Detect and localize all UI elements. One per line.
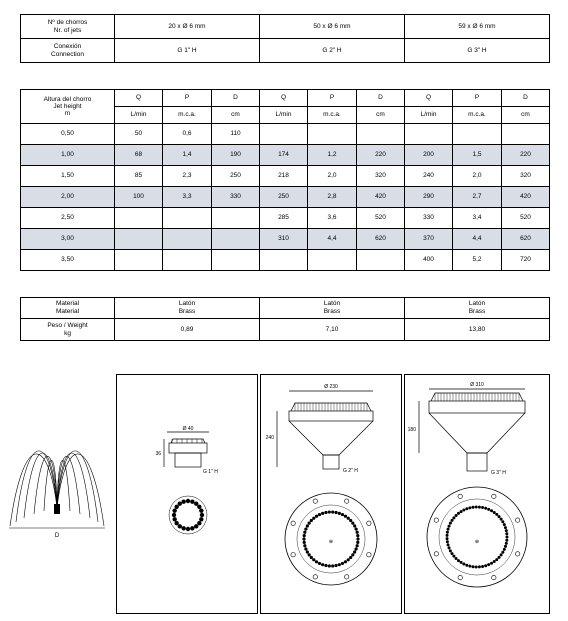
col-header: D (357, 90, 405, 107)
nozzle-hole (181, 526, 185, 530)
nozzle-hole (321, 563, 324, 566)
value-cell: 1,2 (308, 145, 357, 166)
weight-value: 0,89 (115, 319, 260, 341)
nozzle-hole (304, 527, 307, 530)
table-row (21, 124, 550, 145)
nozzle-hole (504, 545, 507, 548)
table-row (21, 208, 550, 229)
value-cell: 285 (260, 208, 308, 229)
value-cell: 0,6 (163, 124, 212, 145)
value-cell: 4,4 (308, 229, 357, 250)
nozzle-hole (353, 550, 356, 553)
table-row (21, 250, 550, 271)
small-height-label: 36 (155, 451, 161, 457)
jet-height-cell: 3,50 (21, 250, 115, 271)
nozzle-hole (447, 543, 450, 546)
connection-value: G 1" H (115, 39, 260, 63)
nozzle-hole (344, 560, 347, 563)
nozzle-hole (504, 526, 507, 529)
nozzle-hole (487, 508, 490, 511)
weight-value: 13,80 (405, 319, 550, 341)
nozzle-hole (315, 515, 318, 518)
nozzle-hole (490, 509, 493, 512)
value-cell (163, 229, 212, 250)
nozzle-hole (331, 564, 334, 567)
nozzle-hole (472, 565, 475, 568)
nozzle-hole (498, 515, 501, 518)
nozzle-hole (194, 524, 198, 528)
value-cell: 3,6 (308, 208, 357, 229)
nozzle-hole (457, 559, 460, 562)
unit-header: cm (357, 107, 405, 124)
nozzle-hole (318, 513, 321, 516)
nozzle-hole (503, 548, 506, 551)
nozzle-hole (344, 515, 347, 518)
nozzle-hole (460, 510, 463, 513)
value-cell: 310 (260, 229, 308, 250)
nozzle-hole (484, 564, 487, 567)
value-cell: 720 (502, 250, 550, 271)
bolt-hole (458, 575, 462, 579)
bolt-hole (367, 552, 371, 556)
value-cell: 174 (260, 145, 308, 166)
value-cell: 2,8 (308, 187, 357, 208)
nozzle-hole (448, 525, 451, 528)
nozzle-hole (303, 541, 306, 544)
value-cell: 110 (212, 124, 260, 145)
svg-text:⊕: ⊕ (474, 539, 480, 545)
large-nozzle-ring (446, 506, 509, 569)
nozzle-hole (451, 552, 454, 555)
nozzle-hole (308, 522, 311, 525)
nozzle-hole (172, 513, 176, 517)
value-cell: 420 (502, 187, 550, 208)
value-cell: 100 (115, 187, 163, 208)
jet-height-cell: 0,50 (21, 124, 115, 145)
nozzle-hole (468, 506, 471, 509)
value-cell: 200 (405, 145, 453, 166)
connection-value: G 2" H (260, 39, 405, 63)
nozzle-hole (462, 509, 465, 512)
nozzle-hole (178, 501, 182, 505)
value-cell (308, 124, 357, 145)
value-cell: 1,5 (453, 145, 502, 166)
svg-text:⊕: ⊕ (328, 539, 334, 545)
value-cell: 2,0 (308, 166, 357, 187)
large-height-label: 180 (407, 427, 416, 433)
table-row (21, 145, 550, 166)
nozzle-hole (338, 512, 341, 515)
bolt-hole (367, 521, 371, 525)
nozzle-hole (197, 521, 201, 525)
value-cell: 330 (405, 208, 453, 229)
col-header: P (308, 90, 357, 107)
value-cell (212, 229, 260, 250)
nozzle-hole (302, 537, 305, 540)
nozzle-hole (451, 519, 454, 522)
nozzle-hole (457, 512, 460, 515)
nozzle-hole (503, 523, 506, 526)
large-thread-label: G 3" H (491, 470, 506, 476)
unit-header: cm (502, 107, 550, 124)
col-header: P (453, 90, 502, 107)
bolt-hole (313, 575, 317, 579)
nozzle-hole (312, 517, 315, 520)
value-cell: 3,3 (163, 187, 212, 208)
nozzle-hole (505, 529, 508, 532)
nozzle-hole (174, 521, 178, 525)
nozzle-hole (460, 561, 463, 564)
medium-height-label: 240 (265, 435, 274, 441)
value-cell: 3,4 (453, 208, 502, 229)
nozzle-hole (505, 539, 508, 542)
value-cell: 520 (357, 208, 405, 229)
nozzle-hole (315, 560, 318, 563)
col-header: Q (405, 90, 453, 107)
value-cell (163, 250, 212, 271)
value-cell: 420 (357, 187, 405, 208)
nozzle-hole (347, 517, 350, 520)
small-diameter-label: Ø 40 (182, 426, 194, 432)
performance-table (20, 89, 550, 271)
bolt-hole (434, 518, 438, 522)
nozzle-hole (321, 512, 324, 515)
table-row (21, 187, 550, 208)
col-header: D (502, 90, 550, 107)
nozzle-hole (495, 558, 498, 561)
jet-height-cell: 2,50 (21, 208, 115, 229)
value-cell (453, 124, 502, 145)
nozzle-hole (308, 553, 311, 556)
bolt-hole (344, 499, 348, 503)
nozzle-hole (328, 564, 331, 567)
nozzle-hole (498, 556, 501, 559)
jet-height-cell: 3,00 (21, 229, 115, 250)
large-nozzle-drawing (405, 375, 549, 613)
jet-height-cell: 1,00 (21, 145, 115, 166)
jets-label: Nº de chorros Nr. of jets (21, 15, 115, 39)
value-cell (115, 229, 163, 250)
col-header: Q (115, 90, 163, 107)
value-cell (260, 250, 308, 271)
material-value: Latón Brass (115, 298, 260, 319)
nozzle-hole (200, 513, 204, 517)
value-cell: 220 (357, 145, 405, 166)
value-cell: 2,0 (453, 166, 502, 187)
nozzle-hole (455, 514, 458, 517)
nozzle-hole (172, 508, 176, 512)
nozzle-hole (481, 506, 484, 509)
value-cell (405, 124, 453, 145)
nozzle-hole (174, 505, 178, 509)
bolt-hole (291, 521, 295, 525)
nozzle-hole (303, 531, 306, 534)
nozzle-hole (199, 517, 203, 521)
bolt-hole (492, 575, 496, 579)
nozzle-hole (446, 540, 449, 543)
nozzle-hole (303, 534, 306, 537)
nozzle-hole (310, 519, 313, 522)
nozzle-hole (351, 553, 354, 556)
value-cell: 85 (115, 166, 163, 187)
bolt-hole (313, 499, 317, 503)
unit-header: m.c.a. (453, 107, 502, 124)
nozzle-hole (306, 524, 309, 527)
nozzle-hole (487, 563, 490, 566)
value-cell: 1,4 (163, 145, 212, 166)
col-header: P (163, 90, 212, 107)
bolt-hole (434, 552, 438, 556)
jet-height-header: Altura del chorro Jet height m (21, 90, 115, 124)
nozzle-hole (197, 505, 201, 509)
nozzle-hole (484, 507, 487, 510)
nozzle-hole (475, 506, 478, 509)
nozzle-hole (475, 565, 478, 568)
nozzle-hole (500, 518, 503, 521)
small-thread-label: G 1" H (203, 469, 218, 475)
nozzle-hole (338, 563, 341, 566)
medium-thread-label: G 2" H (343, 468, 358, 474)
table-row (21, 166, 550, 187)
medium-nozzle-panel (260, 374, 402, 614)
jet-height-cell: 1,50 (21, 166, 115, 187)
medium-diameter-label: Ø 230 (324, 384, 338, 390)
nozzle-hole (353, 524, 356, 527)
nozzle-hole (331, 510, 334, 513)
nozzle-hole (334, 511, 337, 514)
nozzle-hole (324, 564, 327, 567)
large-diameter-label: Ø 310 (470, 382, 484, 388)
bolt-hole (291, 552, 295, 556)
nozzle-hole (500, 553, 503, 556)
unit-header: m.c.a. (163, 107, 212, 124)
material-label: Material Material (21, 298, 115, 319)
connection-value: G 3" H (405, 39, 550, 63)
nozzle-hole (468, 565, 471, 568)
jets-connection-table (20, 14, 550, 63)
nozzle-hole (310, 556, 313, 559)
nozzle-hole (181, 499, 185, 503)
value-cell: 5,2 (453, 250, 502, 271)
nozzle-hole (495, 513, 498, 516)
material-weight-table (20, 297, 550, 341)
nozzle-hole (356, 537, 359, 540)
bolt-hole (344, 575, 348, 579)
nozzle-hole (349, 519, 352, 522)
bolt-hole (492, 494, 496, 498)
nozzle-hole (446, 531, 449, 534)
nozzle-hole (465, 564, 468, 567)
nozzle-hole (356, 534, 359, 537)
nozzle-hole (446, 534, 449, 537)
value-cell: 50 (115, 124, 163, 145)
value-cell: 250 (260, 187, 308, 208)
value-cell: 240 (405, 166, 453, 187)
nozzle-hole (341, 513, 344, 516)
nozzle-hole (490, 562, 493, 565)
nozzle-hole (190, 526, 194, 530)
nozzle-hole (449, 522, 452, 525)
nozzle-hole (356, 544, 359, 547)
col-header: D (212, 90, 260, 107)
nozzle-hole (186, 499, 190, 503)
value-cell (163, 208, 212, 229)
nozzle-hole (347, 558, 350, 561)
jets-value: 20 x Ø 6 mm (115, 15, 260, 39)
weight-value: 7,10 (260, 319, 405, 341)
value-cell: 68 (115, 145, 163, 166)
nozzle-hole (505, 542, 508, 545)
nozzle-hole (341, 562, 344, 565)
value-cell (357, 124, 405, 145)
value-cell: 250 (212, 166, 260, 187)
nozzle-hole (472, 506, 475, 509)
value-cell: 520 (502, 208, 550, 229)
nozzle-hole (501, 520, 504, 523)
nozzle-hole (447, 528, 450, 531)
nozzle-hole (506, 536, 509, 539)
nozzle-hole (448, 546, 451, 549)
unit-header: cm (212, 107, 260, 124)
unit-header: L/min (115, 107, 163, 124)
diameter-label: D (54, 533, 60, 539)
value-cell (260, 124, 308, 145)
bolt-hole (458, 494, 462, 498)
material-value: Latón Brass (405, 298, 550, 319)
material-value: Latón Brass (260, 298, 405, 319)
value-cell: 400 (405, 250, 453, 271)
unit-header: m.c.a. (308, 107, 357, 124)
nozzle-hole (199, 508, 203, 512)
nozzle-hole (478, 506, 481, 509)
value-cell (212, 250, 260, 271)
nozzle-hole (455, 557, 458, 560)
bolt-hole (515, 518, 519, 522)
nozzle-hole (452, 516, 455, 519)
value-cell (115, 250, 163, 271)
nozzle-hole (449, 549, 452, 552)
value-cell (502, 124, 550, 145)
value-cell: 320 (502, 166, 550, 187)
nozzle-hole (306, 550, 309, 553)
nozzle-hole (328, 510, 331, 513)
col-header: Q (260, 90, 308, 107)
small-nozzle-drawing (117, 375, 257, 613)
nozzle-hole (186, 527, 190, 531)
unit-header: L/min (405, 107, 453, 124)
value-cell (308, 250, 357, 271)
jets-value: 50 x Ø 6 mm (260, 15, 405, 39)
nozzle-hole (334, 564, 337, 567)
value-cell: 2,3 (163, 166, 212, 187)
nozzle-hole (462, 562, 465, 565)
nozzle-hole (505, 532, 508, 535)
nozzle-hole (465, 507, 468, 510)
jet-height-cell: 2,00 (21, 187, 115, 208)
fountain-spray-drawing (4, 418, 112, 542)
nozzle-hole (355, 527, 358, 530)
large-nozzle-panel (404, 374, 550, 614)
value-cell: 370 (405, 229, 453, 250)
unit-header: L/min (260, 107, 308, 124)
nozzle-hole (324, 511, 327, 514)
value-cell (212, 208, 260, 229)
nozzle-hole (481, 565, 484, 568)
nozzle-hole (493, 511, 496, 514)
nozzle-hole (303, 544, 306, 547)
small-nozzle-panel (116, 374, 258, 614)
jets-value: 59 x Ø 6 mm (405, 15, 550, 39)
bolt-hole (515, 552, 519, 556)
weight-label: Peso / Weight kg (21, 319, 115, 341)
value-cell: 2,7 (453, 187, 502, 208)
value-cell (115, 208, 163, 229)
value-cell: 320 (357, 166, 405, 187)
nozzle-hole (351, 522, 354, 525)
nozzle-hole (452, 555, 455, 558)
nozzle-hole (493, 560, 496, 563)
value-cell: 220 (502, 145, 550, 166)
table-row (21, 229, 550, 250)
small-nozzle-ring (169, 496, 207, 534)
value-cell: 620 (357, 229, 405, 250)
value-cell: 190 (212, 145, 260, 166)
value-cell: 330 (212, 187, 260, 208)
value-cell (357, 250, 405, 271)
nozzle-hole (501, 551, 504, 554)
nozzle-hole (194, 501, 198, 505)
value-cell: 4,4 (453, 229, 502, 250)
nozzle-hole (349, 556, 352, 559)
value-cell: 290 (405, 187, 453, 208)
nozzle-hole (318, 562, 321, 565)
nozzle-hole (478, 565, 481, 568)
nozzle-hole (178, 524, 182, 528)
nozzle-hole (356, 541, 359, 544)
nozzle-hole (356, 531, 359, 534)
nozzle-hole (355, 547, 358, 550)
nozzle-hole (446, 537, 449, 540)
medium-nozzle-drawing (261, 375, 401, 613)
nozzle-hole (312, 558, 315, 561)
nozzle-hole (190, 499, 194, 503)
connection-label: Conexión Connection (21, 39, 115, 63)
nozzle-hole (172, 517, 176, 521)
value-cell: 218 (260, 166, 308, 187)
value-cell: 620 (502, 229, 550, 250)
nozzle-hole (304, 547, 307, 550)
